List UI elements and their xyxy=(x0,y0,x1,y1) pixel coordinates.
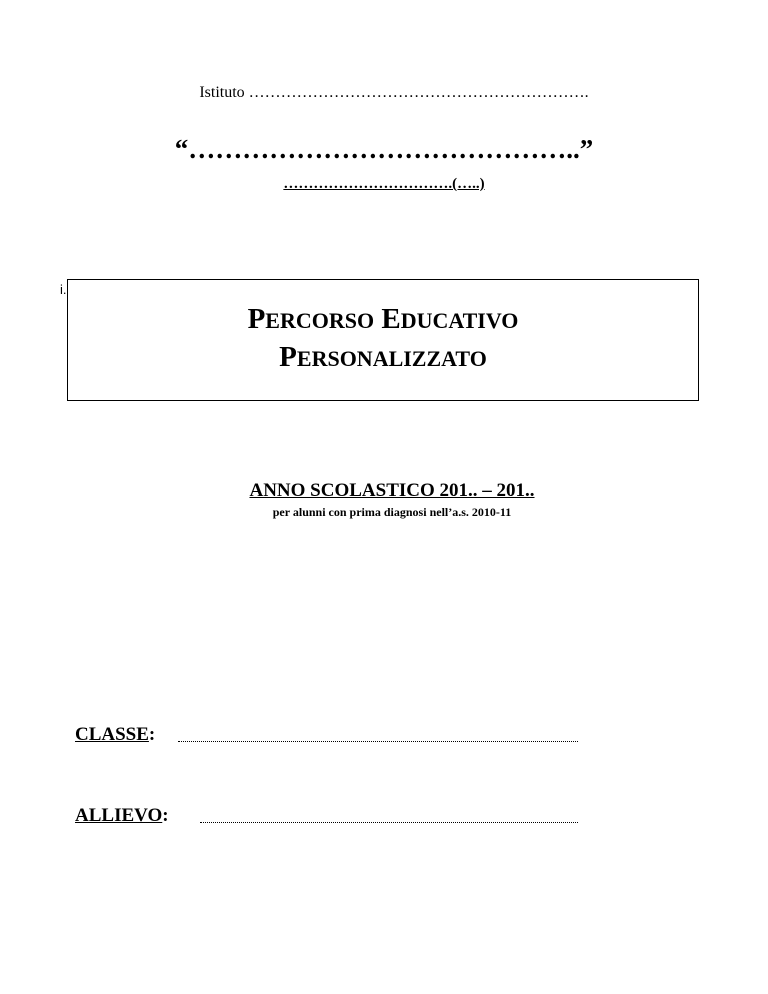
school-year: ANNO SCOLASTICO 201.. – 201.. xyxy=(249,480,535,501)
allievo-label-text: ALLIEVO xyxy=(75,805,163,826)
allievo-label xyxy=(75,805,169,827)
title-initial: E xyxy=(381,303,401,335)
school-name-placeholder: “……………………………………..” xyxy=(174,134,594,164)
title-word-rest: ERCORSO xyxy=(265,308,375,333)
location-placeholder: …………………………….(…..) xyxy=(283,176,485,192)
title-box xyxy=(67,279,699,401)
allievo-field[interactable] xyxy=(200,822,578,823)
allievo-label-colon: : xyxy=(162,805,169,826)
institute-line: Istituto ………………………………………………………. xyxy=(199,84,589,101)
diagnosis-note: per alunni con prima diagnosi nell’a.s. 2010-11 xyxy=(272,505,512,519)
document-title-line-2 xyxy=(67,343,699,373)
classe-label xyxy=(75,724,155,746)
title-word-rest: DUCATIVO xyxy=(400,308,519,333)
title-initial: P xyxy=(247,303,266,335)
classe-label-colon: : xyxy=(148,724,156,745)
document-title-line-1 xyxy=(67,305,699,335)
title-initial: P xyxy=(279,341,297,373)
classe-label-text: CLASSE xyxy=(75,724,149,745)
stray-mark: i. xyxy=(60,282,67,297)
title-word-rest: ERSONALIZZATO xyxy=(296,346,487,371)
classe-field[interactable] xyxy=(178,741,578,742)
